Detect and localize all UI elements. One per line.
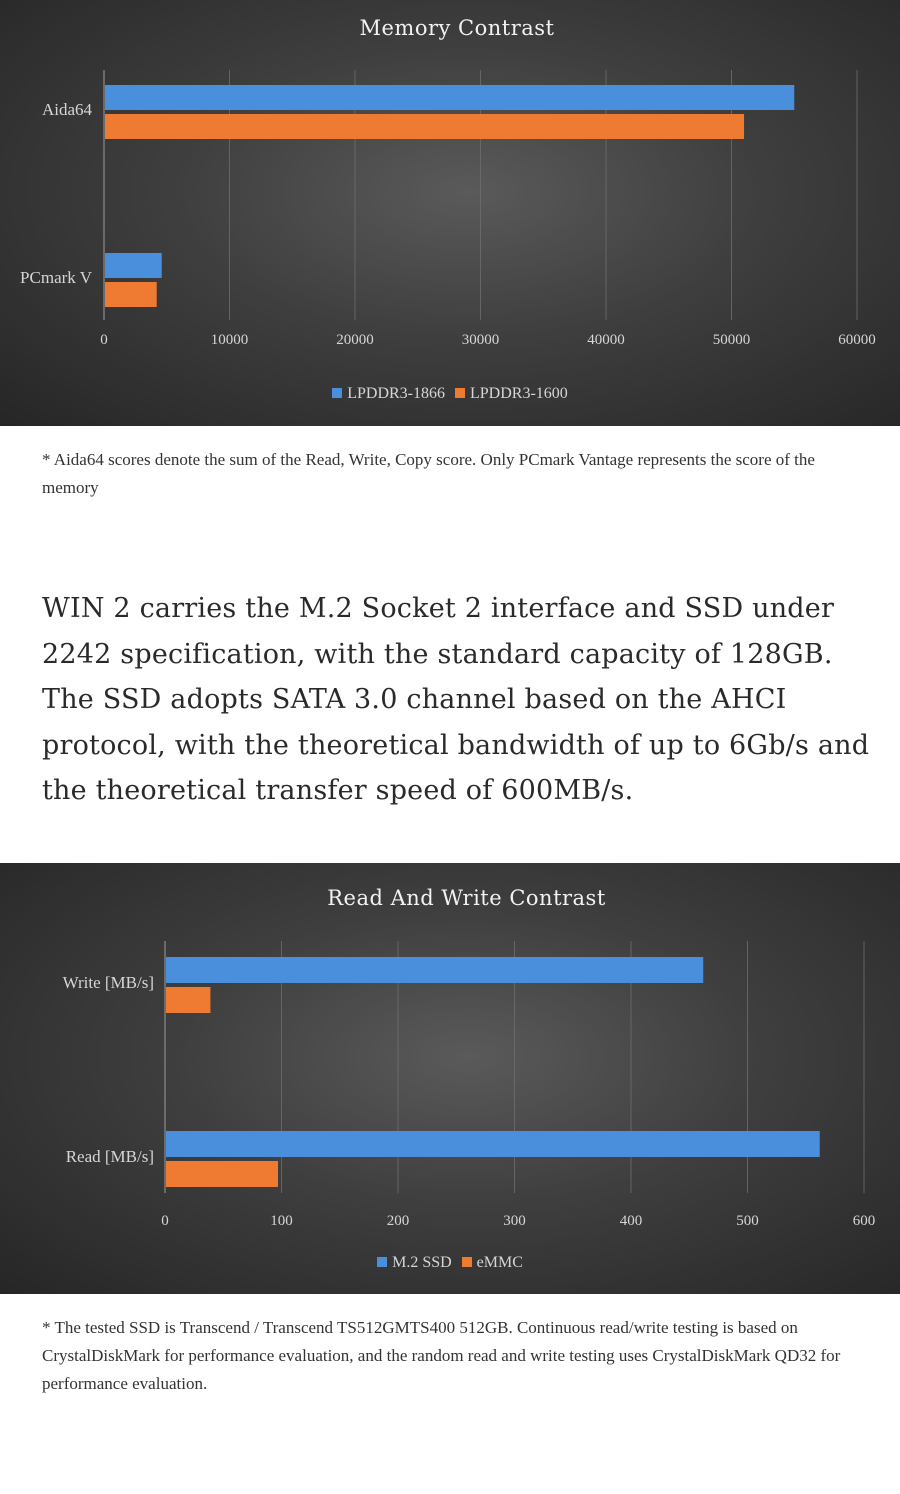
legend-item-lpddr3-1866 — [332, 385, 445, 403]
category-label: Write [MB/s] — [62, 973, 154, 992]
x-tick-label: 200 — [386, 1213, 410, 1229]
legend-label: LPDDR3-1866 — [347, 385, 445, 402]
chart-legend — [0, 385, 900, 403]
legend-item-m2-ssd — [377, 1254, 452, 1272]
x-tick-label: 30000 — [461, 332, 500, 348]
bar-lpddr3-1866-aida64 — [105, 85, 794, 110]
x-tick-label: 100 — [270, 1213, 293, 1229]
chart-title: Memory Contrast — [359, 16, 555, 40]
bar-lpddr3-1600-aida64 — [105, 114, 744, 139]
legend-label: M.2 SSD — [392, 1254, 452, 1271]
x-tick-label: 40000 — [587, 332, 625, 348]
chart-title: Read And Write Contrast — [327, 886, 606, 910]
read-write-contrast-chart — [0, 863, 900, 1294]
bar-emmc-write-mb-s — [166, 987, 210, 1013]
x-tick-label: 60000 — [838, 332, 876, 348]
x-tick-label: 10000 — [210, 332, 249, 348]
legend-swatch-orange — [455, 388, 465, 398]
category-label: PCmark V — [20, 268, 92, 287]
x-tick-label: 400 — [619, 1213, 643, 1229]
x-tick-label: 500 — [736, 1213, 759, 1229]
x-tick-label: 0 — [161, 1213, 169, 1229]
x-tick-label: 0 — [100, 332, 108, 348]
legend-label: eMMC — [476, 1254, 523, 1271]
legend-label: LPDDR3-1600 — [470, 385, 568, 402]
legend-swatch-orange — [462, 1257, 472, 1267]
x-tick-label: 300 — [503, 1213, 526, 1229]
ssd-description-paragraph: WIN 2 carries the M.2 Socket 2 interface and SSD under 2242 specification, with the standard capacity of 128GB. The SSD adopts SATA 3.0 channel based on the AHCI protocol, with the theoretical bandwidth of up to 6Gb/s and the theoretical transfer speed of 600MB/s. — [42, 593, 870, 806]
ssd-footnote: * The tested SSD is Transcend / Transcend TS512GMTS400 512GB. Continuous read/write testing is based on CrystalDiskMark for performance evaluation, and the random read and write testing uses CrystalDiskMark QD32 for performance evaluation. — [42, 1318, 841, 1393]
bar-m-2-ssd-read-mb-s — [166, 1131, 820, 1157]
read-write-chart-plot — [0, 863, 900, 1294]
memory-contrast-chart — [0, 0, 900, 426]
bar-lpddr3-1866-pcmark-v — [105, 253, 162, 278]
legend-swatch-blue — [332, 388, 342, 398]
memory-chart-plot — [0, 0, 900, 426]
memory-footnote: * Aida64 scores denote the sum of the Read, Write, Copy score. Only PCmark Vantage represents the score of the memory — [42, 450, 815, 497]
category-label: Read [MB/s] — [65, 1147, 154, 1166]
x-tick-label: 50000 — [712, 332, 751, 348]
chart-legend — [0, 1254, 900, 1272]
legend-item-emmc — [462, 1254, 523, 1272]
bar-emmc-read-mb-s — [166, 1161, 278, 1187]
category-label: Aida64 — [41, 100, 92, 119]
x-tick-label: 600 — [852, 1213, 876, 1229]
bar-m-2-ssd-write-mb-s — [166, 957, 703, 983]
bar-lpddr3-1600-pcmark-v — [105, 282, 157, 307]
x-tick-label: 20000 — [336, 332, 374, 348]
legend-item-lpddr3-1600 — [455, 385, 568, 403]
legend-swatch-blue — [377, 1257, 387, 1267]
